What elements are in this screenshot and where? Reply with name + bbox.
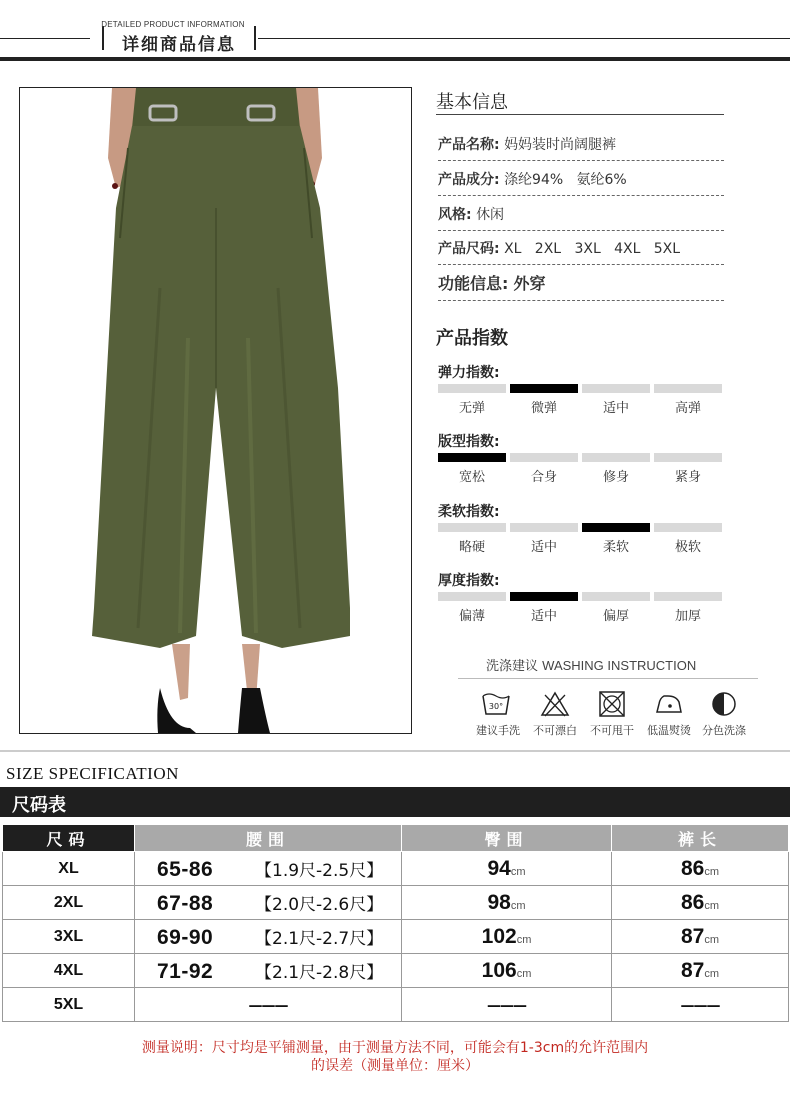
length-value: 87 bbox=[680, 958, 705, 982]
info-row-name bbox=[438, 134, 724, 161]
hip-value: 102 bbox=[481, 924, 517, 948]
header-en-title: DETAILED PRODUCT INFORMATION bbox=[101, 20, 245, 29]
index-option: 适中 bbox=[530, 609, 557, 624]
cell-length bbox=[612, 988, 789, 1022]
cell-length bbox=[612, 886, 789, 920]
cell-length bbox=[612, 852, 789, 886]
cell-waist bbox=[135, 852, 402, 886]
length-unit: cm bbox=[704, 899, 720, 912]
cell-length bbox=[612, 920, 789, 954]
index-option: 修身 bbox=[602, 470, 629, 485]
header-length: 裤长 bbox=[612, 825, 789, 852]
wash-30-icon bbox=[481, 690, 511, 718]
cell-length bbox=[612, 954, 789, 988]
washing-rule bbox=[458, 678, 758, 679]
info-row-style bbox=[438, 204, 724, 231]
length-unit: cm bbox=[704, 967, 720, 980]
info-value: 妈妈装时尚阔腿裤 bbox=[504, 137, 617, 153]
index-segment bbox=[582, 453, 650, 462]
info-value: 涤纶94% 氨纶6% bbox=[504, 172, 627, 188]
index-segment bbox=[438, 592, 506, 601]
cell-size: XL bbox=[3, 852, 135, 886]
length-dash: ——— bbox=[680, 998, 720, 1014]
index-segment-selected bbox=[582, 523, 650, 532]
cell-waist bbox=[135, 886, 402, 920]
header-size: 尺码 bbox=[3, 825, 135, 852]
wash-label-hand: 建议手洗 bbox=[476, 724, 520, 737]
waist-chi: 【2.1尺-2.8尺】 bbox=[255, 962, 384, 983]
waist-range: 69-90 bbox=[157, 925, 214, 949]
size-row bbox=[3, 954, 789, 988]
header-waist: 腰围 bbox=[135, 825, 402, 852]
cell-size: 2XL bbox=[3, 886, 135, 920]
size-row bbox=[3, 988, 789, 1022]
header-thick-rule bbox=[0, 57, 790, 61]
cell-hip bbox=[402, 886, 612, 920]
index-segment bbox=[654, 453, 722, 462]
hip-value: 94 bbox=[487, 856, 511, 880]
cell-hip bbox=[402, 920, 612, 954]
no-bleach-icon bbox=[540, 690, 570, 718]
length-value: 86 bbox=[680, 856, 705, 880]
size-spec-en-title: SIZE SPECIFICATION bbox=[6, 764, 179, 783]
index-segment bbox=[654, 523, 722, 532]
index-option: 偏薄 bbox=[458, 609, 485, 624]
no-tumble-dry-icon bbox=[597, 690, 627, 718]
index-option: 宽松 bbox=[458, 470, 485, 485]
index-option: 极软 bbox=[674, 540, 701, 555]
info-value: 休闲 bbox=[476, 207, 505, 223]
waist-dash: ——— bbox=[248, 998, 288, 1014]
hip-unit: cm bbox=[510, 865, 526, 878]
index-option: 合身 bbox=[530, 470, 557, 485]
info-key: 功能信息: bbox=[438, 274, 509, 293]
cell-hip bbox=[402, 852, 612, 886]
wash-label-no-dry: 不可甩干 bbox=[590, 724, 634, 737]
hip-dash: ——— bbox=[487, 998, 526, 1014]
washing-title-cn: 洗涤建议 bbox=[486, 659, 539, 674]
size-row bbox=[3, 852, 789, 886]
info-value: 外穿 bbox=[513, 274, 546, 293]
info-row-sizes bbox=[438, 238, 724, 265]
index-option: 紧身 bbox=[674, 470, 701, 485]
index-segment bbox=[438, 384, 506, 393]
header-hip: 臀围 bbox=[402, 825, 612, 852]
info-row-material bbox=[438, 169, 724, 196]
index-segment bbox=[438, 523, 506, 532]
wash-label-no-bleach: 不可漂白 bbox=[533, 724, 577, 737]
size-table bbox=[2, 824, 789, 1022]
index-label: 版型指数: bbox=[438, 434, 500, 450]
waist-chi: 【2.0尺-2.6尺】 bbox=[255, 894, 384, 915]
cell-size: 4XL bbox=[3, 954, 135, 988]
size-row bbox=[3, 886, 789, 920]
hip-value: 98 bbox=[487, 890, 511, 914]
measurement-note bbox=[0, 1039, 790, 1075]
index-option: 略硬 bbox=[458, 540, 485, 555]
length-unit: cm bbox=[704, 865, 720, 878]
info-key: 产品名称: bbox=[438, 137, 500, 153]
index-option: 微弹 bbox=[530, 401, 557, 416]
info-row-function bbox=[438, 271, 724, 301]
cell-size: 3XL bbox=[3, 920, 135, 954]
wash-label-separate: 分色洗涤 bbox=[702, 724, 746, 737]
length-value: 86 bbox=[680, 890, 705, 914]
pants-illustration bbox=[20, 88, 411, 733]
wash-label-low-iron: 低温熨烫 bbox=[647, 724, 691, 737]
wash-temperature: 30° bbox=[488, 702, 504, 711]
cell-waist bbox=[135, 988, 402, 1022]
low-iron-icon bbox=[654, 690, 684, 718]
index-segment bbox=[654, 592, 722, 601]
header-bracket-right bbox=[254, 26, 256, 50]
cell-waist bbox=[135, 920, 402, 954]
info-key: 风格: bbox=[438, 207, 472, 223]
index-segment-selected bbox=[510, 384, 578, 393]
index-label: 柔软指数: bbox=[438, 504, 500, 520]
waist-range: 67-88 bbox=[157, 891, 214, 915]
waist-range: 71-92 bbox=[157, 959, 214, 983]
separate-wash-icon bbox=[709, 690, 739, 718]
index-option: 适中 bbox=[530, 540, 557, 555]
hip-unit: cm bbox=[510, 899, 526, 912]
waist-chi: 【1.9尺-2.5尺】 bbox=[255, 860, 384, 881]
index-option: 柔软 bbox=[602, 540, 629, 555]
basic-info-title: 基本信息 bbox=[436, 92, 508, 113]
info-value: XL 2XL 3XL 4XL 5XL bbox=[504, 241, 681, 257]
hip-unit: cm bbox=[516, 933, 532, 946]
note-line-2: 的误差（测量单位：厘米） bbox=[311, 1058, 479, 1074]
index-option: 高弹 bbox=[674, 401, 701, 416]
waist-chi: 【2.1尺-2.7尺】 bbox=[255, 928, 384, 949]
cell-hip bbox=[402, 954, 612, 988]
header-bracket-left bbox=[102, 26, 104, 50]
index-option: 偏厚 bbox=[602, 609, 629, 624]
index-option: 加厚 bbox=[674, 609, 701, 624]
size-row bbox=[3, 920, 789, 954]
cell-size: 5XL bbox=[3, 988, 135, 1022]
index-segment-selected bbox=[438, 453, 506, 462]
length-unit: cm bbox=[704, 933, 720, 946]
hip-unit: cm bbox=[516, 967, 532, 980]
size-table-header bbox=[3, 825, 789, 852]
product-index-title: 产品指数 bbox=[436, 328, 508, 349]
index-segment bbox=[654, 384, 722, 393]
size-spec-cn-title: 尺码表 bbox=[12, 795, 66, 816]
washing-title bbox=[486, 655, 696, 674]
size-spec-bar bbox=[0, 787, 790, 817]
note-line-1: 测量说明：尺寸均是平铺测量，由于测量方法不同，可能会有1-3cm的允许范围内 bbox=[141, 1040, 649, 1056]
index-segment-selected bbox=[510, 592, 578, 601]
cell-hip bbox=[402, 988, 612, 1022]
section-divider bbox=[0, 750, 790, 752]
washing-title-en: WASHING INSTRUCTION bbox=[542, 658, 697, 673]
index-segment bbox=[510, 453, 578, 462]
index-option: 无弹 bbox=[458, 401, 485, 416]
header-line-left bbox=[0, 38, 90, 39]
index-label: 弹力指数: bbox=[438, 365, 500, 381]
index-label: 厚度指数: bbox=[438, 573, 500, 589]
length-value: 87 bbox=[680, 924, 705, 948]
product-photo bbox=[19, 87, 412, 734]
index-segment bbox=[510, 523, 578, 532]
index-option: 适中 bbox=[602, 401, 629, 416]
info-key: 产品成分: bbox=[438, 172, 500, 188]
cell-waist bbox=[135, 954, 402, 988]
basic-info-title-rule bbox=[436, 114, 724, 115]
info-key: 产品尺码: bbox=[438, 241, 500, 257]
waist-range: 65-86 bbox=[157, 857, 214, 881]
hip-value: 106 bbox=[481, 958, 517, 982]
header-line-right bbox=[258, 38, 790, 39]
header-cn-title: 详细商品信息 bbox=[122, 35, 236, 55]
index-segment bbox=[582, 384, 650, 393]
index-segment bbox=[582, 592, 650, 601]
